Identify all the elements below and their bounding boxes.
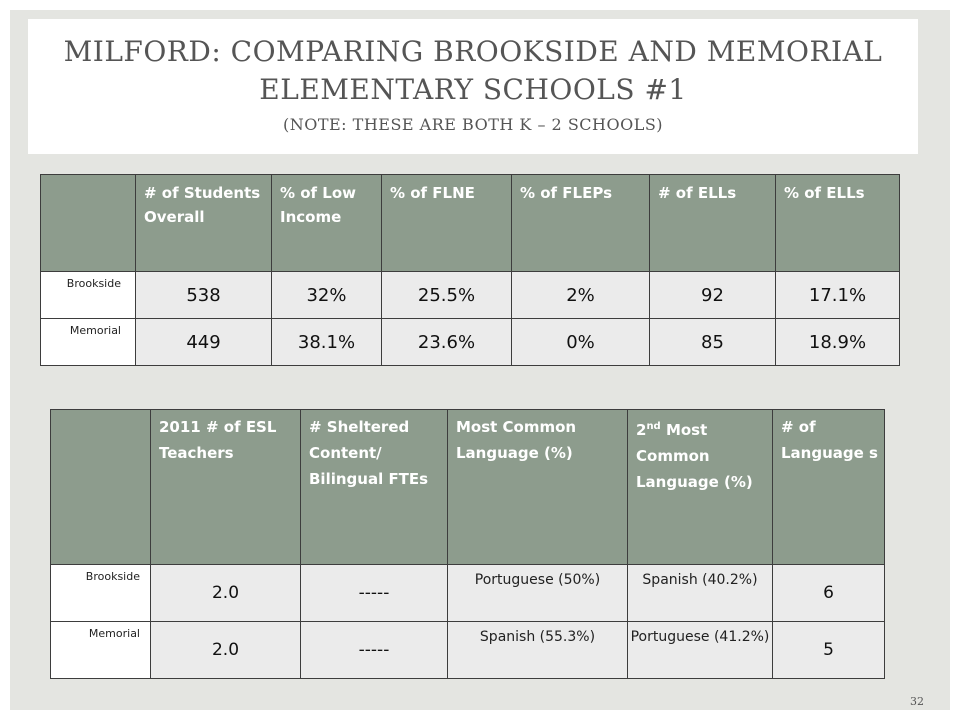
table-cell: Portuguese (41.2%) bbox=[628, 622, 773, 679]
table-row bbox=[41, 272, 900, 319]
table-header-row bbox=[41, 175, 900, 272]
table-cell: 2.0 bbox=[151, 565, 301, 622]
ordinal-suffix: nd bbox=[646, 421, 661, 432]
header-cell: # of ELLs bbox=[650, 175, 776, 272]
esl-staffing-language-table bbox=[50, 409, 885, 679]
header-cell bbox=[628, 410, 773, 565]
header-cell: % of FLNE bbox=[382, 175, 512, 272]
table-row bbox=[51, 565, 885, 622]
table-cell: Spanish (40.2%) bbox=[628, 565, 773, 622]
header-text: Most Common Language (%) bbox=[636, 421, 753, 491]
header-cell: % of ELLs bbox=[776, 175, 900, 272]
table-cell: 25.5% bbox=[382, 272, 512, 319]
table-cell: 38.1% bbox=[272, 319, 382, 366]
table-cell: Portuguese (50%) bbox=[448, 565, 628, 622]
table-cell: 538 bbox=[136, 272, 272, 319]
table-cell: 0% bbox=[512, 319, 650, 366]
table-row bbox=[51, 622, 885, 679]
header-cell: Most Common Language (%) bbox=[448, 410, 628, 565]
table-cell: 32% bbox=[272, 272, 382, 319]
table-cell: 18.9% bbox=[776, 319, 900, 366]
table-cell: 449 bbox=[136, 319, 272, 366]
header-text: 2 bbox=[636, 421, 647, 439]
row-label: Brookside bbox=[51, 565, 151, 622]
header-cell: % of FLEPs bbox=[512, 175, 650, 272]
header-cell: # of Students Overall bbox=[136, 175, 272, 272]
table-row bbox=[41, 319, 900, 366]
header-corner bbox=[51, 410, 151, 565]
table-cell: ----- bbox=[301, 622, 448, 679]
table-cell: Spanish (55.3%) bbox=[448, 622, 628, 679]
slide-title bbox=[28, 19, 918, 109]
header-corner bbox=[41, 175, 136, 272]
title-line-2: ELEMENTARY SCHOOLS #1 bbox=[259, 73, 687, 106]
header-cell: % of Low Income bbox=[272, 175, 382, 272]
title-line-1: MILFORD: COMPARING BROOKSIDE AND MEMORIAL bbox=[63, 35, 883, 68]
title-note: (NOTE: THESE ARE BOTH K – 2 SCHOOLS) bbox=[282, 115, 664, 134]
title-box bbox=[28, 19, 918, 154]
row-label: Memorial bbox=[41, 319, 136, 366]
table-cell: 2.0 bbox=[151, 622, 301, 679]
table-cell: 2% bbox=[512, 272, 650, 319]
header-cell: # of Language s bbox=[773, 410, 885, 565]
table-cell: 6 bbox=[773, 565, 885, 622]
table-cell: 23.6% bbox=[382, 319, 512, 366]
header-cell: # Sheltered Content/ Bilingual FTEs bbox=[301, 410, 448, 565]
page-number: 32 bbox=[910, 695, 924, 708]
table-cell: ----- bbox=[301, 565, 448, 622]
row-label: Brookside bbox=[41, 272, 136, 319]
table-cell: 92 bbox=[650, 272, 776, 319]
row-label: Memorial bbox=[51, 622, 151, 679]
table-cell: 85 bbox=[650, 319, 776, 366]
header-cell: 2011 # of ESL Teachers bbox=[151, 410, 301, 565]
table-header-row bbox=[51, 410, 885, 565]
table-cell: 17.1% bbox=[776, 272, 900, 319]
school-demographics-table bbox=[40, 174, 900, 366]
table-cell: 5 bbox=[773, 622, 885, 679]
